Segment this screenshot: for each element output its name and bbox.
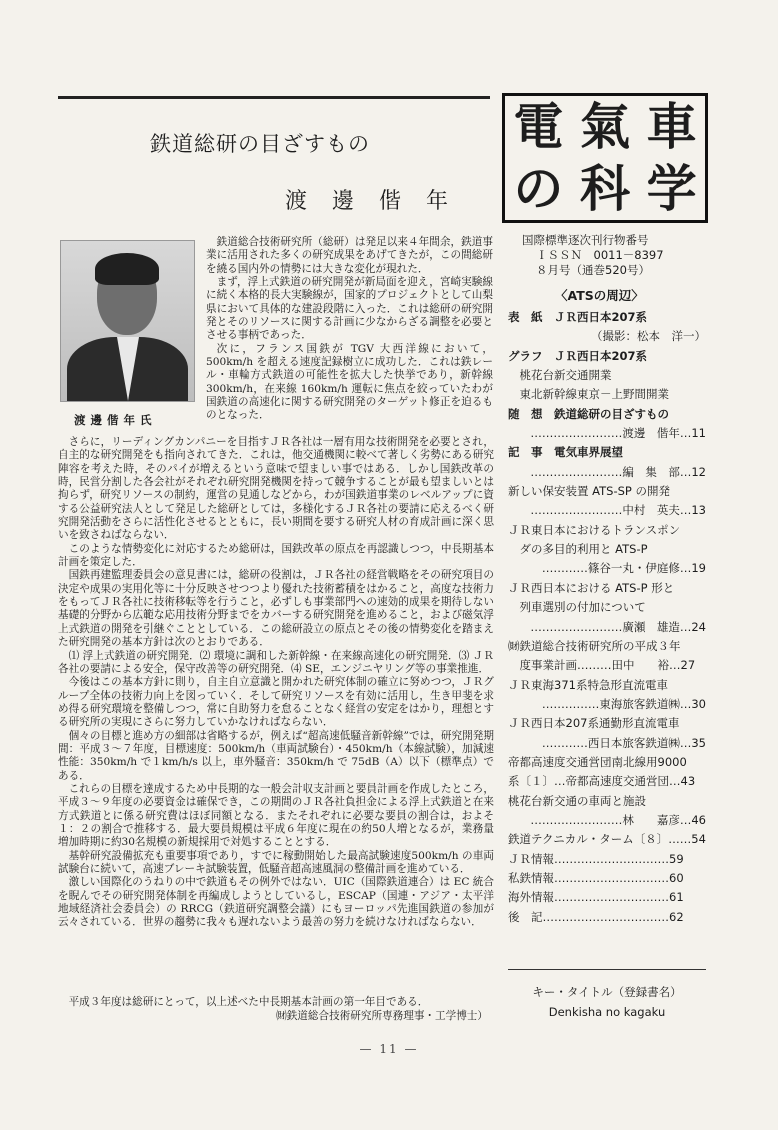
toc-entry: ……………………編 集 部…12 bbox=[530, 464, 706, 479]
toc-entry: 列車選別の付加について bbox=[508, 600, 646, 615]
paragraph: 次に，フランス国鉄が TGV 大西洋線において，500km/h を超える速度記録樹立に成功した．これは鉄レール・車輪方式鉄道の可能性を拡大した快挙であり，新幹線 300km/h，在来線 160km/h 運転に焦点を絞っていたわが国鉄道の高速化に関する研究開発のターゲット修正を迫るものとなった． bbox=[206, 342, 493, 422]
toc-entry: 新しい保安装置 ATS-SP の開発 bbox=[508, 484, 670, 499]
table-of-contents bbox=[508, 308, 706, 927]
toc-entry: 表 紙 ＪＲ西日本207系 bbox=[508, 310, 648, 324]
magazine-logo bbox=[502, 93, 708, 223]
toc-entry: （撮影：松本 洋一） bbox=[591, 329, 706, 344]
logo-char: の bbox=[513, 160, 564, 218]
toc-entry: ＪＲ西日本における ATS-P 形と bbox=[508, 580, 675, 595]
issn-number: ＩＳＳＮ 0011－8397 bbox=[536, 248, 664, 262]
logo-char: 電 bbox=[513, 98, 564, 156]
key-title bbox=[508, 982, 706, 1022]
logo-char: 科 bbox=[579, 160, 630, 218]
logo-char: 学 bbox=[646, 160, 697, 218]
toc-entry: ……………………渡邊 偕年…11 bbox=[530, 426, 706, 441]
key-title-value: Denkisha no kagaku bbox=[548, 1005, 666, 1019]
toc-entry: 海外情報…………………………61 bbox=[508, 890, 684, 905]
toc-entry: 桃花台新交通開業 bbox=[508, 368, 612, 383]
toc-entry: 随 想 鉄道総研の目ざすもの bbox=[508, 406, 669, 421]
toc-entry: ＪＲ情報…………………………59 bbox=[508, 851, 684, 866]
paragraph: ⑴ 浮上式鉄道の研究開発．⑵ 環境に調和した新幹線・在来線高速化の研究開発．⑶ ＪＲ各社の要請による安全，保守改善等の研究開発．⑷ SE，エンジニヤリング等の事業推進． bbox=[58, 649, 494, 675]
issue-number: ８月号（通巻520号） bbox=[536, 263, 650, 277]
issue-theme: 〈ATSの周辺〉 bbox=[555, 288, 644, 303]
paragraph: 国鉄再建監理委員会の意見書には，総研の役割は，ＪＲ各社の経営戦略をその研究項目の決定や成果の実用化等に十分反映させつつより優れた技術蓄積をはかること，高度な技術力をもってＪＲ各社に技術移転等を行うこと，必ずしも事業部門への速効的成果を期待しない基礎的分野から広範な応用技術分野までをカバーする研究開発を進めること，および磁気浮上式鉄道の開発を引継ぐこととしている．この総研設立の原点とその後の情勢変化を踏まえた研究開発の基本方針は次のとおりである． bbox=[58, 569, 494, 649]
logo-char: 車 bbox=[646, 98, 697, 156]
paragraph: 今後はこの基本方針に則り，自主自立意識と開かれた研究体制の確立に努めつつ，ＪＲグループ全体の技術力向上を図っていく．そして研究リソースを有効に活用し，生き甲斐を求め得る研究環境を整備しつつ，常に自助努力を怠ることなく経営の安定をはかり，理想とする研究所の実現にさらに努力していかなければならない． bbox=[58, 676, 494, 729]
toc-entry: ……………東海旅客鉄道㈱…30 bbox=[541, 696, 706, 711]
article-signoff bbox=[58, 996, 494, 1023]
publication-info bbox=[522, 233, 664, 278]
paragraph: 激しい国際化のうねりの中で鉄道もその例外ではない．UIC（国際鉄道連合）は EC 統合を睨んでその研究開発体制を再編成しようとしているし，ESCAP（国連・アジア・太平洋地域経済社会委員会）の RRCG（鉄道研究調整会議）にもヨーロッパ先進国鉄道の参加が云々されている．世界の趨勢に我々も遅れないよう最善の努力を続けなければならない． bbox=[58, 876, 494, 929]
toc-divider bbox=[508, 969, 706, 970]
toc-entry: ＪＲ西日本207系通勤形直流電車 bbox=[508, 716, 680, 731]
toc-entry: 帝都高速度交通営団南北線用9000 bbox=[508, 754, 687, 769]
toc-entry: …………西日本旅客鉄道㈱…35 bbox=[541, 735, 706, 750]
toc-entry: 後 記……………………………62 bbox=[508, 909, 684, 924]
toc-entry: 桃花台新交通の車両と施設 bbox=[508, 793, 646, 808]
toc-entry: 系〔１〕…帝都高速度交通営団…43 bbox=[508, 774, 696, 789]
toc-entry: 記 事 電気車界展望 bbox=[508, 445, 623, 460]
toc-entry: 私鉄情報…………………………60 bbox=[508, 870, 684, 885]
issn-label: 国際標準逐次刊行物番号 bbox=[522, 233, 649, 247]
paragraph: さらに，リーディングカンパニーを目指すＪＲ各社は一層有用な技術開発を必要とされ，自主的な研究開発をも指向されてきた．これは，他交通機関に較べて著しく劣勢にある研究陣容を考えた時，そのパイが増えるという意味で望ましい事ではある．しかし国鉄改革の時，民営分割した各会社がそれぞれ研究開発機関を持って競争することが最も望ましいとは拘らず，研究リソースの制約，運営の見通しなどから，わが国鉄道事業のレベルアップに資する公益研究法人として発足した総研としては，多様化するＪＲ各社の要請に応えるべく研究開発活動をさらに活性化させるとともに，長い期間を要する研究人材の育成計画に深く思いを致さねばならない． bbox=[58, 436, 494, 542]
article-body-column-2 bbox=[58, 436, 494, 930]
photo-caption: 渡邊偕年氏 bbox=[74, 413, 157, 427]
toc-entry: ……………………廣瀬 雄造…24 bbox=[530, 619, 706, 634]
toc-entry: 度事業計画………田中 裕…27 bbox=[508, 658, 696, 673]
title-rule bbox=[58, 96, 490, 99]
paragraph: 個々の目標と進め方の細部は省略するが，例えば“超高速低騒音新幹線”では，研究開発期間：平成３～７年度，目標速度：500km/h（車両試験台）・450km/h（本線試験），加減速性能：350km/h で１km/h/s 以上，車外騒音：350km/h で 75dB（A）以下（標準点）である． bbox=[58, 729, 494, 782]
toc-entry: 東北新幹線東京－上野間開業 bbox=[508, 387, 669, 402]
article-author: 渡 邊 偕 年 bbox=[285, 189, 457, 214]
toc-entry: グラフ ＪＲ西日本207系 bbox=[508, 348, 648, 363]
toc-entry: 鉄道テクニカル・ターム〔８〕……54 bbox=[508, 832, 706, 847]
closing-line: 平成３年度は総研にとって，以上述べた中長期基本計画の第一年目である． bbox=[68, 996, 429, 1008]
paragraph: 基幹研究設備拡充も重要事項であり，すでに稼動開始した最高試験速度500km/h の車両試験台に続いて，高速ブレーキ試験装置，低騒音超高速風洞の整備計画を進めている． bbox=[58, 849, 494, 875]
logo-char: 氣 bbox=[579, 98, 630, 156]
toc-entry: ㈶鉄道総合技術研究所の平成３年 bbox=[508, 638, 681, 653]
toc-entry: ＪＲ東日本におけるトランスポン bbox=[508, 522, 681, 537]
toc-entry: ……………………林 嘉彦…46 bbox=[530, 812, 706, 827]
author-photo bbox=[60, 240, 195, 402]
paragraph: 鉄道総合技術研究所（総研）は発足以来４年間余，鉄道事業に活用された多くの研究成果をあげてきたが，この間総研を繞る国内外の情勢には大きな変化が現れた． bbox=[206, 236, 493, 275]
article-title: 鉄道総研の目ざすもの bbox=[150, 132, 370, 156]
toc-entry: ……………………中村 英夫…13 bbox=[530, 503, 706, 518]
page-number: — 11 — bbox=[359, 1042, 419, 1056]
toc-entry: ダの多目的利用と ATS-P bbox=[508, 542, 648, 557]
paragraph: まず，浮上式鉄道の研究開発が新局面を迎え，宮崎実験線に続く本格的長大実験線が，国家的プロジェクトとして山梨県において具体的な建設段階に入った．これは総研の研究開発とそのリソースに関する計画に少なからざる調整を必要とさせる事柄であった． bbox=[206, 276, 493, 342]
author-affiliation: ㈶鉄道総合技術研究所専務理事・工学博士） bbox=[276, 1009, 488, 1022]
paragraph: これらの目標を達成するため中長期的な一般会計収支計画と要員計画を作成したところ，平成３～９年度の必要資金は確保でき，この期間のＪＲ各社負担金による浮上式鉄道と在来方式鉄道とに係る研究費はほぼ同額となる．またそれぞれに必要な要員の割合は，およそ１：２の割合で推移する．最大要員規模は平成６年度に現在の約50人増となるが，業務量増加時期に約30名規模の新規採用で対処することとする． bbox=[58, 782, 494, 849]
toc-entry: …………篠谷一丸・伊庭修…19 bbox=[541, 561, 706, 576]
paragraph: このような情勢変化に対応するため総研は，国鉄改革の原点を再認識しつつ，中長期基本計画を策定した． bbox=[58, 542, 494, 569]
key-title-label: キー・タイトル（登録書名） bbox=[532, 985, 682, 999]
article-body-column-1 bbox=[206, 236, 493, 423]
toc-entry: ＪＲ東海371系特急形直流電車 bbox=[508, 677, 668, 692]
